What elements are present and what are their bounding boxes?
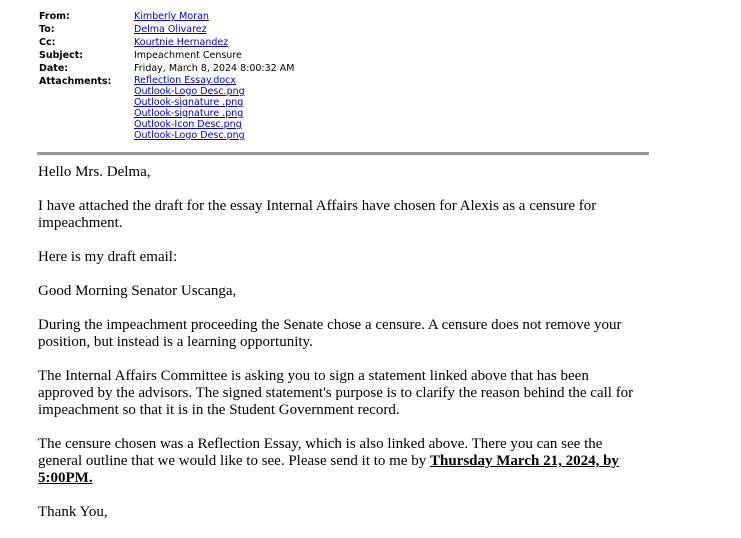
attachments-row bbox=[39, 75, 294, 141]
from-row bbox=[39, 10, 294, 23]
paragraph-attached-draft: I have attached the draft for the essay Internal Affairs have chosen for Alexis as a censure for impeachment. bbox=[38, 198, 597, 231]
date-row bbox=[39, 62, 294, 75]
cc-label: Cc: bbox=[39, 37, 56, 48]
deadline: Thursday March 21, 2024, by 5:00PM. bbox=[38, 453, 619, 486]
cc-row bbox=[39, 36, 294, 49]
attachment-link[interactable]: Reflection Essay.docx bbox=[134, 75, 236, 86]
subject-value: Impeachment Censure bbox=[134, 50, 242, 61]
paragraph-draft-intro: Here is my draft email: bbox=[38, 249, 178, 265]
header-divider bbox=[37, 152, 649, 155]
closing: Thank You, bbox=[38, 504, 108, 520]
to-link[interactable]: Delma Olivarez bbox=[134, 24, 207, 35]
date-value: Friday, March 8, 2024 8:00:32 AM bbox=[134, 63, 295, 74]
from-label: From: bbox=[39, 11, 70, 22]
to-label: To: bbox=[39, 24, 55, 35]
cc-link[interactable]: Kourtnie Hernandez bbox=[134, 37, 229, 48]
subject-row bbox=[39, 49, 294, 62]
paragraph-statement: The Internal Affairs Committee is asking you to sign a statement linked above that has been approved by the advisors. The signed statement's purpose is to clarify the reason behind the call for impeachment so that it is in the Student Government record. bbox=[38, 368, 634, 418]
attachment-link[interactable]: Outlook-signature .png bbox=[134, 108, 244, 119]
attachment-link[interactable]: Outlook-Logo Desc.png bbox=[134, 130, 245, 141]
date-label: Date: bbox=[39, 63, 69, 74]
subject-label: Subject: bbox=[39, 50, 84, 61]
attachment-link[interactable]: Outlook-Logo Desc.png bbox=[134, 86, 245, 97]
greeting: Hello Mrs. Delma, bbox=[38, 164, 151, 180]
paragraph-reflection-essay bbox=[38, 436, 638, 487]
email-header bbox=[39, 10, 294, 141]
from-link[interactable]: Kimberly Moran bbox=[134, 11, 209, 22]
attachments-list bbox=[134, 75, 245, 141]
attachments-label: Attachments: bbox=[39, 76, 112, 87]
attachment-link[interactable]: Outlook-signature .png bbox=[134, 97, 244, 108]
attachment-link[interactable]: Outlook-Icon Desc.png bbox=[134, 119, 242, 130]
paragraph-censure: During the impeachment proceeding the Senate chose a censure. A censure does not remove your position, but instead is a learning opportunity. bbox=[38, 317, 622, 350]
reflection-essay-text: The censure chosen was a Reflection Essay, which is also linked above. There you can see the general outline that we would like to see. Please send it to me by bbox=[38, 436, 603, 469]
email-body bbox=[38, 164, 638, 538]
to-row bbox=[39, 23, 294, 36]
paragraph-salutation: Good Morning Senator Uscanga, bbox=[38, 283, 237, 299]
